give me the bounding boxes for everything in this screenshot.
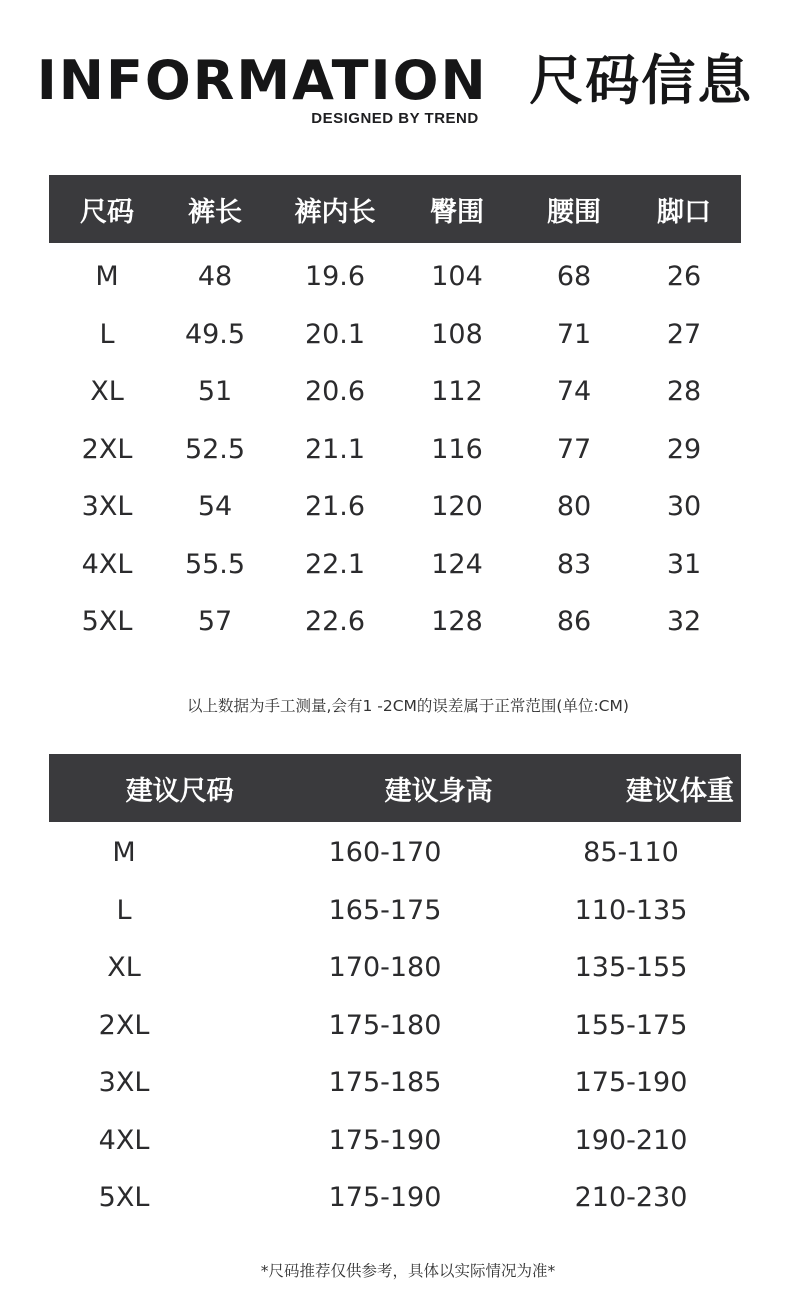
table-cell: 210-230	[574, 1182, 688, 1214]
column-header-length: 裤长	[188, 196, 242, 228]
table-cell: 22.6	[304, 606, 366, 638]
table-cell: 29	[666, 433, 702, 465]
size-table	[49, 175, 741, 651]
column-header-size: 尺码	[80, 196, 134, 228]
table-cell: 28	[666, 376, 702, 408]
column-header-recommended-size: 建议尺码	[125, 775, 234, 807]
table-cell: 124	[431, 548, 483, 580]
table-cell: 116	[431, 433, 483, 465]
table-cell: 21.1	[304, 433, 366, 465]
table-cell: 4XL	[98, 1124, 150, 1156]
table-cell: XL	[107, 952, 141, 984]
table-cell: 160-170	[328, 837, 442, 869]
recommend-table	[49, 754, 741, 1227]
table-cell: 26	[666, 261, 702, 293]
table-cell: 27	[666, 318, 702, 350]
table-cell: 175-190	[328, 1124, 442, 1156]
column-header-recommended-weight: 建议体重	[625, 775, 734, 807]
table-cell: 86	[556, 606, 592, 638]
table-row	[49, 306, 741, 364]
table-cell: L	[99, 318, 115, 350]
table-cell: 20.1	[304, 318, 366, 350]
table-cell: 19.6	[304, 261, 366, 293]
table-row	[49, 824, 741, 882]
table-cell: XL	[90, 376, 124, 408]
table-cell: 55.5	[184, 548, 246, 580]
table-cell: 51	[197, 376, 233, 408]
table-row	[49, 882, 741, 940]
column-header-recommended-height: 建议身高	[384, 775, 493, 807]
table-cell: 2XL	[81, 433, 133, 465]
table-row	[49, 1112, 741, 1170]
table-cell: 110-135	[574, 894, 688, 926]
table-cell: 190-210	[574, 1124, 688, 1156]
table-cell: 3XL	[81, 491, 133, 523]
table-cell: 54	[197, 491, 233, 523]
table-row	[49, 997, 741, 1055]
column-header-waist: 腰围	[547, 196, 601, 228]
table-row	[49, 1169, 741, 1227]
table-cell: 2XL	[98, 1009, 150, 1041]
table-row	[49, 593, 741, 651]
table-row	[49, 536, 741, 594]
table-cell: 5XL	[98, 1182, 150, 1214]
column-header-inseam: 裤内长	[294, 196, 376, 228]
table-cell: 135-155	[574, 952, 688, 984]
table-cell: 52.5	[184, 433, 246, 465]
table-cell: 32	[666, 606, 702, 638]
table-row	[49, 1054, 741, 1112]
table-row	[49, 421, 741, 479]
table-cell: 175-190	[574, 1067, 688, 1099]
table-cell: 77	[556, 433, 592, 465]
table-cell: 165-175	[328, 894, 442, 926]
table-cell: 3XL	[98, 1067, 150, 1099]
table-row	[49, 363, 741, 421]
table-cell: 175-180	[328, 1009, 442, 1041]
table-cell: 112	[431, 376, 483, 408]
column-header-hip: 臀围	[430, 196, 484, 228]
table-cell: 71	[556, 318, 592, 350]
page-title: INFORMATION 尺码信息	[36, 49, 754, 112]
table-cell: 74	[556, 376, 592, 408]
table-cell: 49.5	[184, 318, 246, 350]
table-cell: 4XL	[81, 548, 133, 580]
table-cell: 108	[431, 318, 483, 350]
disclaimer-note: *尺码推荐仅供参考，具体以实际情况为准*	[260, 1262, 556, 1280]
table-cell: 175-190	[328, 1182, 442, 1214]
table-cell: 80	[556, 491, 592, 523]
table-cell: 21.6	[304, 491, 366, 523]
page-subtitle: DESIGNED BY TREND	[311, 110, 479, 127]
table-cell: 57	[197, 606, 233, 638]
size-table-header	[49, 175, 741, 243]
table-cell: 5XL	[81, 606, 133, 638]
table-cell: 128	[431, 606, 483, 638]
table-row	[49, 939, 741, 997]
table-cell: M	[112, 837, 136, 869]
table-row	[49, 248, 741, 306]
table-cell: 120	[431, 491, 483, 523]
table-cell: 30	[666, 491, 702, 523]
column-header-hem: 脚口	[657, 196, 711, 228]
table-cell: 22.1	[304, 548, 366, 580]
table-cell: M	[95, 261, 119, 293]
measurement-note: 以上数据为手工测量,会有1 -2CM的误差属于正常范围(单位:CM)	[187, 697, 629, 715]
table-cell: 20.6	[304, 376, 366, 408]
table-cell: 83	[556, 548, 592, 580]
table-cell: 170-180	[328, 952, 442, 984]
table-cell: 175-185	[328, 1067, 442, 1099]
table-cell: 85-110	[583, 837, 679, 869]
table-cell: L	[116, 894, 132, 926]
table-cell: 31	[666, 548, 702, 580]
recommend-table-header	[49, 754, 741, 822]
table-cell: 104	[431, 261, 483, 293]
table-cell: 155-175	[574, 1009, 688, 1041]
table-cell: 48	[197, 261, 233, 293]
table-cell: 68	[556, 261, 592, 293]
table-row	[49, 478, 741, 536]
